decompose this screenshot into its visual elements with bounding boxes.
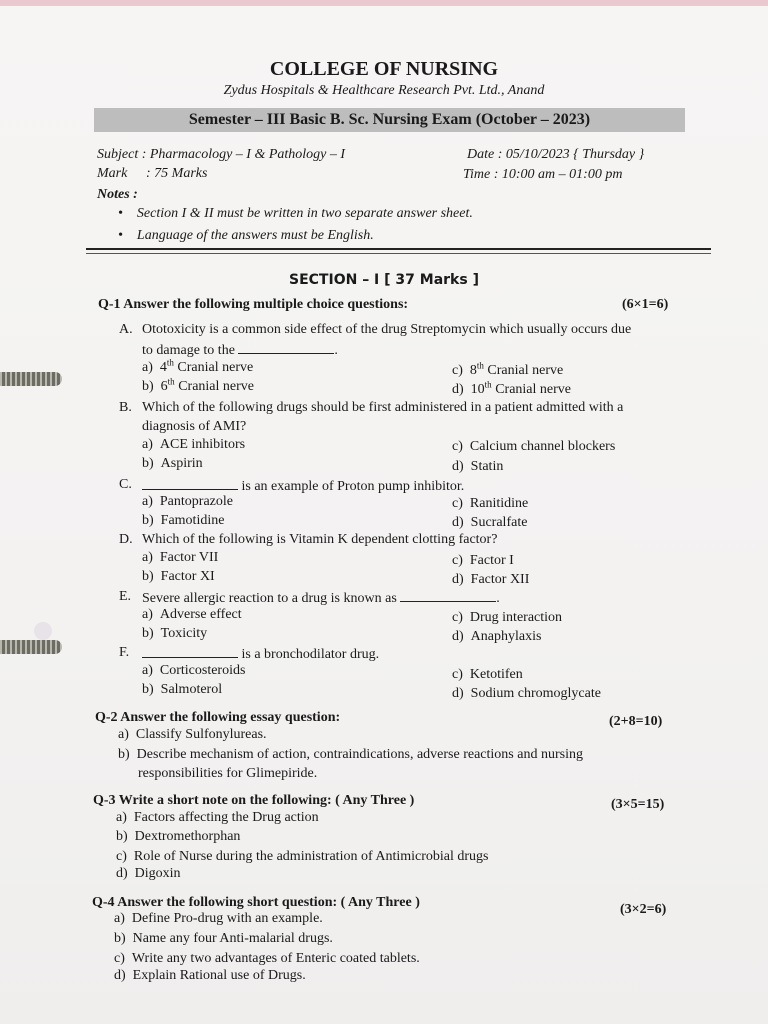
- answer-blank: [142, 645, 238, 658]
- divider: [86, 248, 711, 250]
- q1-marks: (6×1=6): [622, 297, 669, 312]
- option: d) Sucralfate: [452, 515, 528, 530]
- q1a-text: Ototoxicity is a common side effect of the drug Streptomycin which usually occurs due: [142, 322, 632, 337]
- q3-item: d) Digoxin: [116, 866, 181, 881]
- subject-line: Subject : Pharmacology – I & Pathology – I: [97, 147, 346, 162]
- note-item: • Language of the answers must be English.: [118, 228, 374, 243]
- answer-blank: [142, 477, 238, 490]
- q3-item: c) Role of Nurse during the administration of Antimicrobial drugs: [116, 849, 489, 864]
- option: b) Toxicity: [142, 626, 208, 641]
- option: d) Anaphylaxis: [452, 629, 542, 644]
- q3-heading: Q-3 Write a short note on the following: ( Any Three ): [93, 793, 415, 808]
- option: c) Ketotifen: [452, 667, 523, 682]
- q2-item: b) Describe mechanism of action, contraindications, adverse reactions and nursing: [118, 747, 583, 762]
- note-item: • Section I & II must be written in two separate answer sheet.: [118, 206, 473, 221]
- q1b-text: Which of the following drugs should be first administered in a patient admitted with a: [142, 400, 624, 415]
- option: c) Factor I: [452, 553, 514, 568]
- option: d) Statin: [452, 459, 504, 474]
- option: c) Drug interaction: [452, 610, 563, 625]
- q1f-label: F.: [119, 645, 130, 660]
- punch-hole: [34, 622, 52, 640]
- q4-marks: (3×2=6): [620, 902, 667, 917]
- option: d) Factor XII: [452, 572, 530, 587]
- q2-item: a) Classify Sulfonylureas.: [118, 727, 267, 742]
- q1-heading: Q-1 Answer the following multiple choice questions:: [98, 297, 409, 312]
- q4-heading: Q-4 Answer the following short question: ( Any Three ): [92, 895, 420, 910]
- notes-label: Notes :: [97, 187, 138, 202]
- paper-edge: [0, 0, 768, 6]
- divider: [86, 253, 711, 254]
- option: a) Pantoprazole: [142, 494, 233, 509]
- q3-marks: (3×5=15): [611, 797, 665, 812]
- q1c-label: C.: [119, 477, 132, 492]
- option: a) Factor VII: [142, 550, 219, 565]
- option: c) Ranitidine: [452, 496, 529, 511]
- option: d) Sodium chromoglycate: [452, 686, 601, 701]
- q1a-text2: to damage to the .: [142, 343, 338, 358]
- option: b) Famotidine: [142, 513, 225, 528]
- institution-subtitle: Zydus Hospitals & Healthcare Research Pvt. Ltd., Anand: [223, 83, 545, 98]
- option: b) Salmoterol: [142, 682, 223, 697]
- q3-item: b) Dextromethorphan: [116, 829, 241, 844]
- option: b) Aspirin: [142, 456, 203, 471]
- q1a-label: A.: [119, 322, 133, 337]
- q2-heading: Q-2 Answer the following essay question:: [95, 710, 341, 725]
- option: c) Calcium channel blockers: [452, 439, 616, 454]
- section-title: SECTION – I [ 37 Marks ]: [289, 272, 479, 288]
- q4-item: c) Write any two advantages of Enteric coated tablets.: [114, 951, 420, 966]
- answer-blank: [400, 589, 496, 602]
- option: b) Factor XI: [142, 569, 215, 584]
- college-title: COLLEGE OF NURSING: [269, 58, 499, 80]
- option: d) 10th Cranial nerve: [452, 379, 571, 397]
- q4-item: b) Name any four Anti-malarial drugs.: [114, 931, 333, 946]
- exam-banner: Semester – III Basic B. Sc. Nursing Exam (October – 2023): [94, 108, 685, 132]
- q3-item: a) Factors affecting the Drug action: [116, 810, 319, 825]
- option: a) Adverse effect: [142, 607, 242, 622]
- answer-blank: [238, 341, 334, 354]
- option: c) 8th Cranial nerve: [452, 360, 564, 378]
- binder-ring: [0, 372, 62, 386]
- option: a) ACE inhibitors: [142, 437, 246, 452]
- option: a) Corticosteroids: [142, 663, 246, 678]
- q1b-label: B.: [119, 400, 132, 415]
- q2-item-cont: responsibilities for Glimepiride.: [138, 766, 318, 781]
- q1b-text2: diagnosis of AMI?: [142, 419, 247, 434]
- mark-value: : 75 Marks: [146, 166, 208, 181]
- q1d-label: D.: [119, 532, 133, 547]
- q1e-label: E.: [119, 589, 132, 604]
- binder-ring: [0, 640, 62, 654]
- q1d-text: Which of the following is Vitamin K dependent clotting factor?: [142, 532, 498, 547]
- q1f-text: is a bronchodilator drug.: [142, 645, 379, 663]
- exam-time: Time : 10:00 am – 01:00 pm: [463, 167, 623, 182]
- exam-date: Date : 05/10/2023 { Thursday }: [467, 147, 645, 162]
- q1c-text: is an example of Proton pump inhibitor.: [142, 477, 464, 495]
- q4-item: d) Explain Rational use of Drugs.: [114, 968, 306, 983]
- mark-label: Mark: [97, 166, 128, 181]
- q4-item: a) Define Pro-drug with an example.: [114, 911, 323, 926]
- option: b) 6th Cranial nerve: [142, 376, 254, 394]
- q2-marks: (2+8=10): [609, 714, 663, 729]
- q1e-text: Severe allergic reaction to a drug is known as .: [142, 591, 500, 606]
- option: a) 4th Cranial nerve: [142, 357, 254, 375]
